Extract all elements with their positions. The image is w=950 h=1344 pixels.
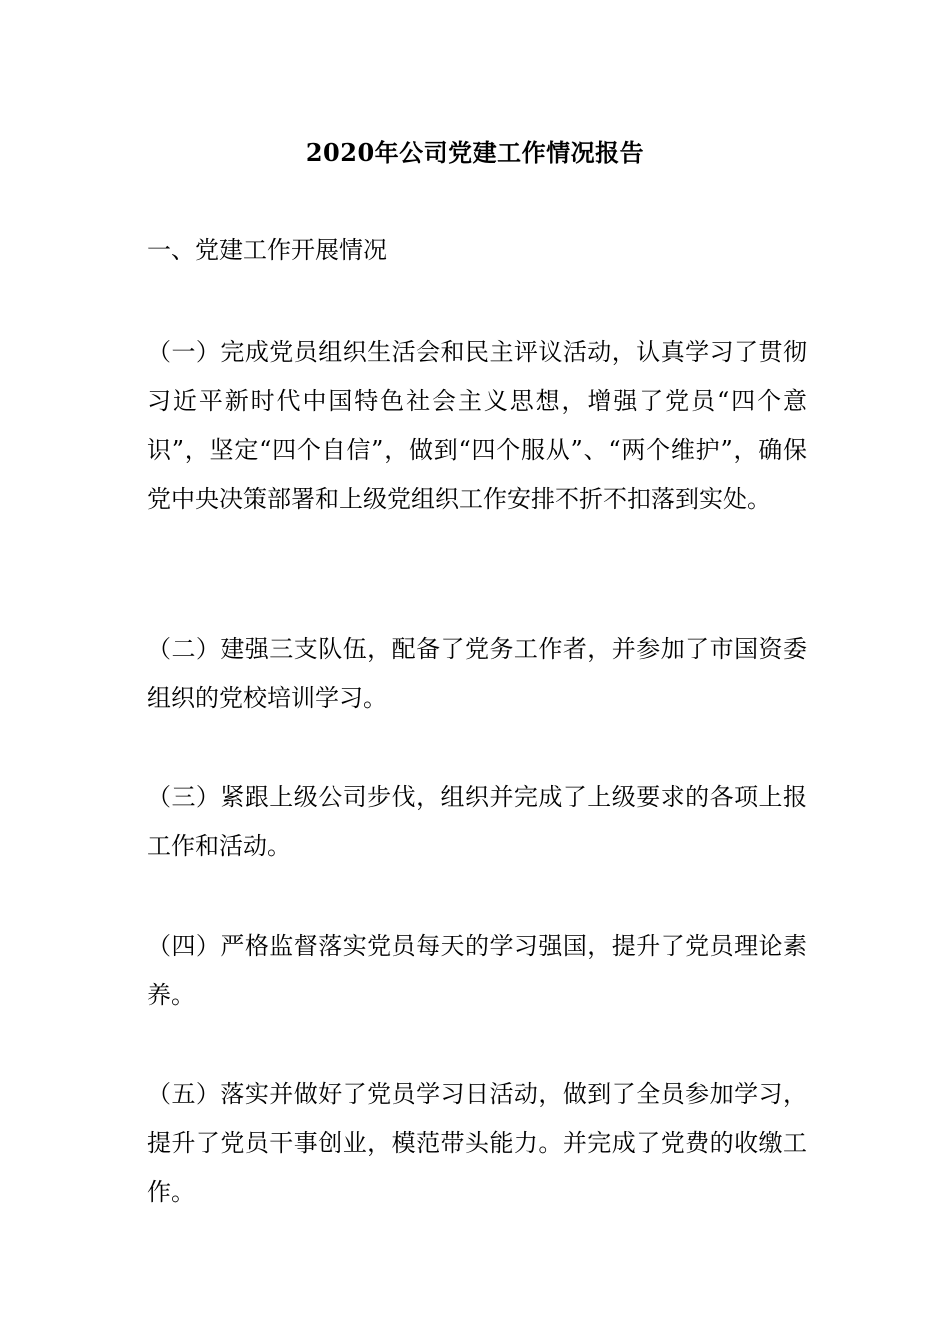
paragraph-5: （五）落实并做好了党员学习日活动，做到了全员参加学习，提升了党员干事创业，模范带头能力。并完成了党费的收缴工作。 — [147, 1080, 807, 1206]
paragraph-3: （三）紧跟上级公司步伐，组织并完成了上级要求的各项上报工作和活动。 — [147, 783, 807, 860]
paragraph-4: （四）严格监督落实党员每天的学习强国，提升了党员理论素养。 — [147, 932, 807, 1009]
document-title: 2020年公司党建工作情况报告 — [305, 138, 645, 167]
paragraph-1: （一）完成党员组织生活会和民主评议活动，认真学习了贯彻习近平新时代中国特色社会主义思想，增强了党员“四个意识”，坚定“四个自信”，做到“四个服从”、“两个维护”，确保党中央决策部署和上级党组织工作安排不折不扣落到实处。 — [147, 338, 807, 513]
section-heading: 一、党建工作开展情况 — [147, 236, 387, 264]
paragraph-2: （二）建强三支队伍，配备了党务工作者，并参加了市国资委组织的党校培训学习。 — [147, 635, 807, 712]
